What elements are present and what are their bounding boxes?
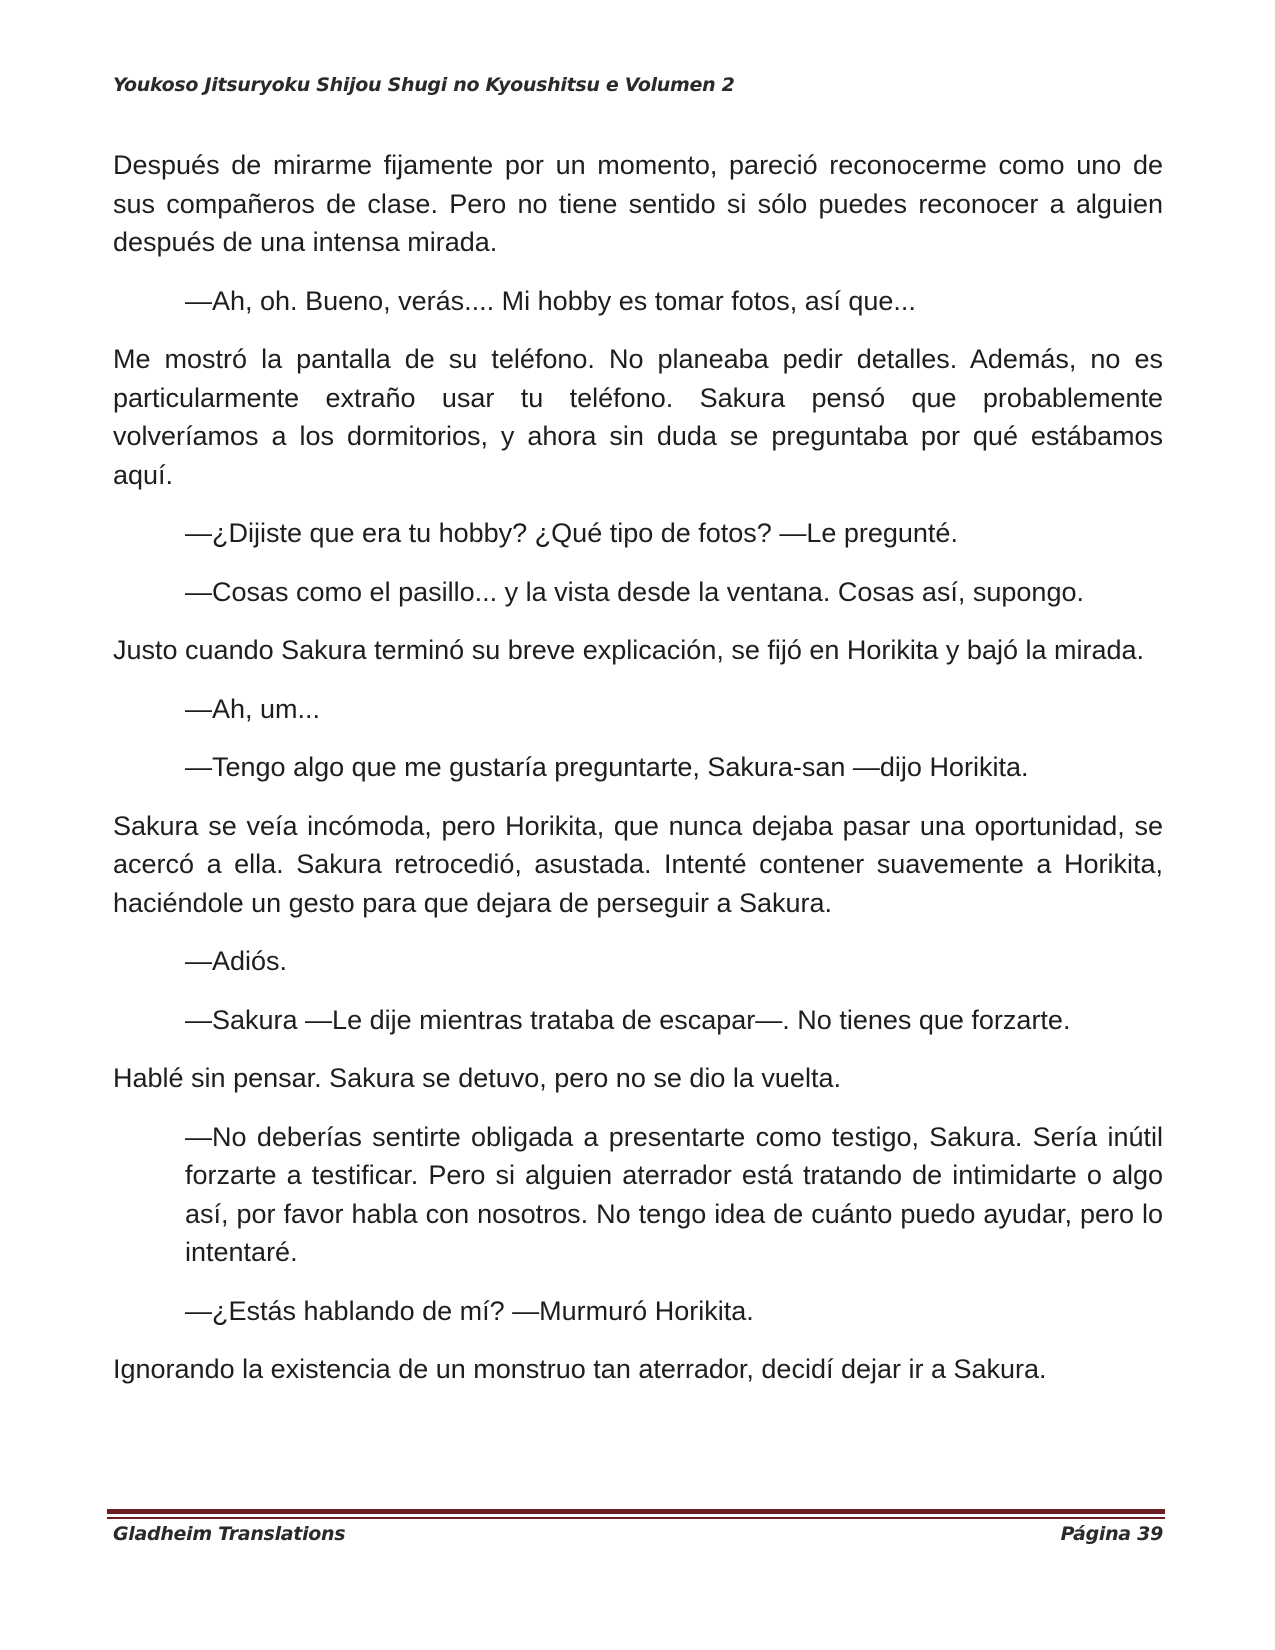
paragraph-dialogue: —¿Estás hablando de mí? —Murmuró Horikita. [185, 1295, 754, 1326]
paragraph-narration: Justo cuando Sakura terminó su breve explicación, se fijó en Horikita y bajó la mirada. [113, 635, 1145, 665]
paragraph-narration: Ignorando la existencia de un monstruo tan aterrador, decidí dejar ir a Sakura. [113, 1354, 1047, 1384]
page-body [113, 146, 1163, 1409]
footer-page-number: Página 39 [1060, 1523, 1163, 1545]
footer-divider-thick [107, 1509, 1165, 1514]
paragraph-narration: Me mostró la pantalla de su teléfono. No planeaba pedir detalles. Además, no es particularmente extraño usar tu teléfono. Sakura pensó que probablemente volveríamos a los dormitorios, y ahora sin duda se preguntaba por qué estábamos aquí. [113, 344, 1163, 490]
paragraph-narration: Después de mirarme fijamente por un momento, pareció reconocerme como uno de sus compañeros de clase. Pero no tiene sentido si sólo puedes reconocer a alguien después de una intensa mirada. [113, 150, 1163, 257]
paragraph-dialogue: —Ah, um... [185, 693, 321, 724]
paragraph-dialogue: —Ah, oh. Bueno, verás.... Mi hobby es tomar fotos, así que... [185, 285, 916, 316]
paragraph-narration: Sakura se veía incómoda, pero Horikita, que nunca dejaba pasar una oportunidad, se acercó a ella. Sakura retrocedió, asustada. Intenté contener suavemente a Horikita, haciéndole un gesto para que dejara de perseguir a Sakura. [113, 810, 1163, 918]
paragraph-dialogue: —Adiós. [185, 946, 288, 976]
paragraph-dialogue: —Tengo algo que me gustaría preguntarte, Sakura-san —dijo Horikita. [185, 752, 1029, 782]
footer-divider-thin [107, 1517, 1165, 1519]
paragraph-narration: Hablé sin pensar. Sakura se detuvo, pero no se dio la vuelta. [113, 1063, 841, 1093]
paragraph-dialogue: —Cosas como el pasillo... y la vista desde la ventana. Cosas así, supongo. [185, 576, 1084, 607]
paragraph-dialogue: —Sakura —Le dije mientras trataba de escapar—. No tienes que forzarte. [185, 1004, 1071, 1035]
paragraph-dialogue: —No deberías sentirte obligada a presentarte como testigo, Sakura. Sería inútil forzarte a testificar. Pero si alguien aterrador está tratando de intimidarte o algo así, por favor habla con nosotros. No tengo idea de cuánto puedo ayudar, pero lo intentaré. [185, 1121, 1163, 1267]
paragraph-dialogue: —¿Dijiste que era tu hobby? ¿Qué tipo de fotos? —Le pregunté. [185, 518, 958, 548]
running-header-title: Youkoso Jitsuryoku Shijou Shugi no Kyoushitsu e Volumen 2 [113, 74, 735, 96]
footer-translator-credit: Gladheim Translations [113, 1523, 346, 1545]
